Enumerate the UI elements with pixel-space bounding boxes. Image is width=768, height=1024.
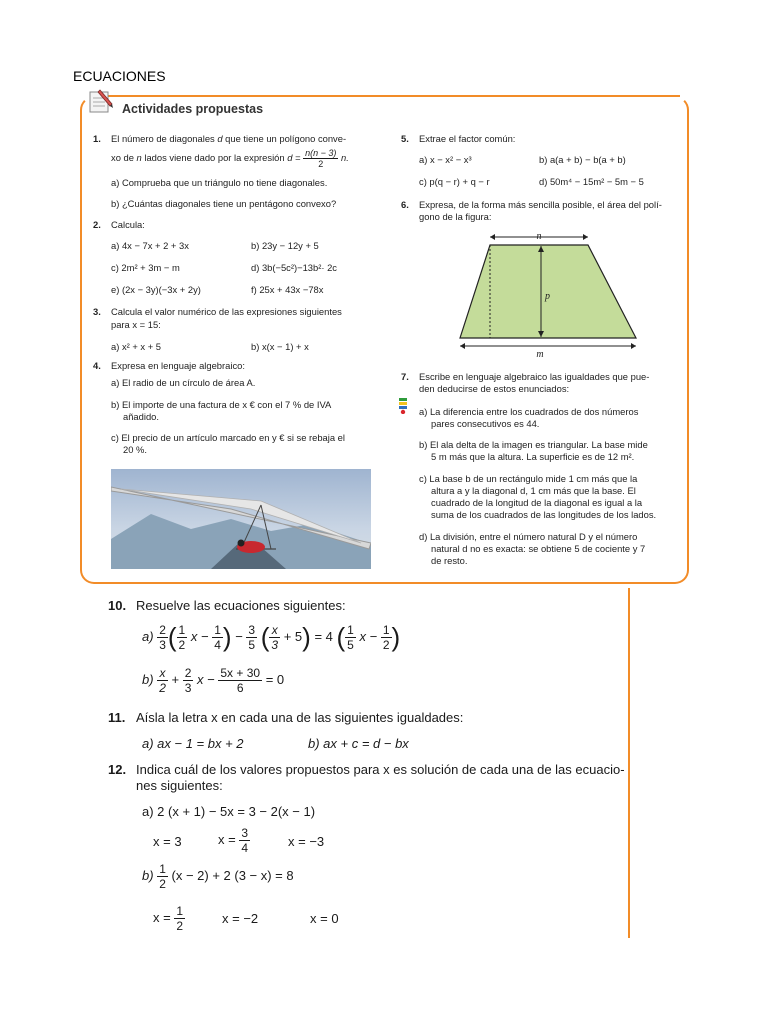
q12-b-value-2: x = −2: [222, 911, 259, 926]
q10-equation-a: a) $\frac{2}{3}$ ( $\frac{1}{2}$ x − $\frac{1}{4}$ ) − $\frac{3}{5}$ ( $\frac{x}{3}$ + 5) = 4 ( $\frac{1}{5}$ x − $\frac{1}{2}$ ): [142, 622, 401, 652]
question-12-text-line2: nes siguientes:: [136, 778, 223, 793]
question-1-text: [111, 133, 378, 146]
q10-a-x2: x −: [359, 628, 378, 644]
q3-item-a: a) x² + x + 5: [111, 341, 162, 352]
label-n: n: [536, 231, 542, 242]
q7-item-a-line2: pares consecutivos es 44.: [431, 418, 540, 429]
q10-a-frac5-num: x: [269, 623, 280, 638]
q5-item-c: c) p(q − r) + q − r: [419, 176, 490, 187]
question-2-number: 2.: [93, 219, 101, 230]
question-2-text: Calcula:: [111, 219, 145, 230]
hang-glider-illustration: [111, 469, 371, 569]
question-6-text-line1: Expresa, de la forma más sencilla posible, el área del polí-: [419, 199, 662, 210]
label-m: m: [536, 349, 544, 360]
q10-a-frac5: [269, 623, 280, 652]
q1-formula-numerator: n(n − 3): [305, 148, 337, 158]
q10-a-frac2: [177, 623, 188, 652]
q1-item-a: a) Comprueba que un triángulo no tiene diagonales.: [111, 177, 328, 188]
q12-b-frac: [157, 862, 168, 891]
q12-b-value-1-frac: [174, 904, 185, 933]
question-11-text: Aísla la letra x en cada una de las siguientes igualdades:: [136, 710, 464, 725]
q10-a-frac4-den: 5: [248, 638, 256, 652]
q12-b-label: b): [142, 867, 154, 883]
color-bars-icon: [398, 398, 410, 414]
q4-item-b-line1: b) El importe de una factura de x € con el 7 % de IVA: [111, 399, 332, 410]
question-5-number: 5.: [401, 133, 409, 144]
q10-a-minus: −: [235, 628, 243, 644]
q1-text-a: El número de diagonales: [111, 133, 215, 144]
q4-item-c-line1: c) El precio de un artículo marcado en y € si se rebaja el: [111, 432, 345, 443]
q2-item-d: d) 3b(−5c²)−13b²· 2c: [251, 262, 337, 273]
q10-a-x1: x −: [190, 628, 209, 644]
question-12-text-line1: Indica cuál de los valores propuestos para x es solución de cada una de las ecuacio-: [136, 762, 625, 777]
document-title: ECUACIONES: [73, 68, 166, 84]
q4-item-a: a) El radio de un círculo de área A.: [111, 377, 256, 388]
q7-item-d-line3: de resto.: [431, 555, 468, 566]
q12-a-value-1: x = 3: [153, 834, 182, 849]
question-6-number: 6.: [401, 199, 409, 210]
q12-b-value-1-num: 1: [176, 904, 184, 918]
q12-a-value-2-frac: [239, 826, 250, 855]
q2-item-e: e) (2x − 3y)(−3x + 2y): [111, 284, 201, 295]
q7-item-c-line2: altura a y la diagonal d, 1 cm más que la base. El: [431, 485, 636, 496]
q10-a-frac3-den: 4: [214, 638, 221, 652]
hang-glider-photo: [111, 469, 371, 569]
question-1: [93, 133, 378, 213]
q12-equation-b: [142, 862, 294, 891]
q7-item-d-line2: natural d no es exacta: se obtiene 5 de cociente y 7: [431, 543, 646, 554]
q10-a-frac1: [157, 623, 168, 652]
question-5-text: Extrae el factor común:: [419, 133, 516, 144]
question-7-text-line1: Escribe en lenguaje algebraico las igualdades que pue-: [419, 371, 650, 382]
q10-b-frac1: [157, 666, 168, 695]
q10-b-frac2: [183, 666, 194, 695]
q12-a-value-2-den: 4: [241, 841, 249, 855]
q1-text-e: lados viene dado por la expresión: [144, 151, 285, 163]
q12-b-equation: (x − 2) + 2 (3 − x) = 8: [171, 867, 294, 883]
q1-formula-denominator: 2: [318, 159, 324, 169]
bottom-arrow-left: [460, 343, 465, 349]
trapezoid-figure: [440, 228, 650, 360]
bottom-arrow-right: [631, 343, 636, 349]
q4-item-c-line2: 20 %.: [123, 444, 147, 455]
activities-heading: Actividades propuestas: [122, 102, 264, 116]
q2-item-c: c) 2m² + 3m − m: [111, 262, 180, 273]
q10-a-label: a): [142, 628, 154, 644]
q10-b-frac1-num: x: [157, 666, 168, 681]
question-10-text: Resuelve las ecuaciones siguientes:: [136, 598, 346, 613]
question-7-number: 7.: [401, 371, 409, 382]
top-arrow-left: [490, 234, 495, 240]
question-3-text-line1: Calcula el valor numérico de las expresiones siguientes: [111, 306, 342, 317]
q7-item-d-line1: d) La división, entre el número natural D y el número: [419, 531, 638, 542]
q7-item-c-line3: cuadrado de la longitud de la diagonal es igual a la: [431, 497, 643, 508]
q10-a-frac2-den: 2: [178, 638, 186, 652]
q10-a-frac6: [345, 623, 356, 652]
q10-b-frac1-den: 2: [159, 681, 166, 695]
q10-a-frac7: [381, 623, 392, 652]
q7-item-c-line1: c) La base b de un rectángulo mide 1 cm más que la: [419, 473, 638, 484]
question-12-number: 12.: [108, 762, 127, 777]
q12-b-value-1-lhs: x =: [153, 909, 171, 925]
q10-b-frac2-num: 2: [184, 666, 192, 680]
q5-item-b: b) a(a + b) − b(a + b): [539, 154, 626, 165]
q1-formula-fraction: [303, 148, 338, 169]
q4-item-b-line2: añadido.: [123, 411, 159, 422]
q12-b-frac-num: 1: [159, 862, 166, 876]
q2-item-b: b) 23y − 12y + 5: [251, 240, 319, 251]
q11-item-b: b) ax + c = d − bx: [308, 736, 409, 751]
question-1-number: 1.: [93, 133, 101, 144]
q1-text-b: que tiene un polígono conve-: [225, 133, 347, 144]
q1-text-n: n: [136, 151, 142, 163]
q10-a-frac7-den: 2: [382, 638, 390, 652]
label-p: p: [545, 291, 550, 302]
question-5: [401, 133, 681, 193]
q12-b-value-3: x = 0: [310, 911, 339, 926]
activities-frame-top-line: [108, 95, 680, 97]
question-10-number: 10.: [108, 598, 127, 613]
q10-b-plus: +: [171, 671, 180, 687]
question-4-number: 4.: [93, 360, 101, 371]
q10-a-plus5: + 5: [283, 628, 303, 644]
q12-equation-a: a) 2 (x + 1) − 5x = 3 − 2(x − 1): [142, 804, 316, 819]
q10-b-frac3-den: 6: [236, 681, 244, 695]
q1-item-b: b) ¿Cuántas diagonales tiene un pentágono convexo?: [111, 198, 337, 209]
question-4: [93, 360, 378, 470]
q10-a-frac7-num: 1: [382, 623, 390, 637]
q10-b-x: x −: [197, 671, 215, 687]
q10-b-label: b): [142, 671, 154, 687]
q10-a-frac4-num: 3: [248, 623, 256, 637]
q12-a-value-3: x = −3: [288, 834, 325, 849]
left-column: [93, 133, 378, 463]
q2-item-f: f) 25x + 43x −78x: [251, 284, 324, 295]
q1-text-c: xo de: [111, 151, 134, 163]
q10-a-frac6-num: 1: [347, 623, 354, 637]
q10-a-frac4: [246, 623, 257, 652]
q10-a-frac1-den: 3: [159, 638, 166, 652]
question-7-text-line2: den deducirse de estos enunciados:: [419, 383, 570, 394]
q7-item-a-line1: a) La diferencia entre los cuadrados de dos números: [419, 406, 639, 417]
q3-item-b: b) x(x − 1) + x: [251, 341, 309, 352]
q1-formula-tail: n.: [340, 151, 349, 163]
q5-item-a: a) x − x² − x³: [419, 154, 472, 165]
q7-item-b-line2: 5 m más que la altura. La superficie es de 12 m².: [431, 451, 635, 462]
q5-item-d: d) 50m⁴ − 15m² − 5m − 5: [539, 176, 644, 187]
q10-equation-b: [142, 666, 284, 695]
q1-text-d: d: [217, 133, 223, 144]
q2-item-a: a) 4x − 7x + 2 + 3x: [111, 240, 189, 251]
q10-b-frac2-den: 3: [184, 681, 192, 695]
q10-b-frac3-num: 5x + 30: [220, 666, 261, 680]
question-3: [93, 306, 378, 356]
question-3-text-line2: para x = 15:: [111, 319, 161, 330]
pencil-notebook-icon: [86, 86, 116, 116]
bottom-section-orange-line: [628, 588, 630, 938]
q10-a-frac3: [212, 623, 223, 652]
q11-item-a: a) ax − 1 = bx + 2: [142, 736, 244, 751]
q12-b-frac-den: 2: [159, 877, 166, 891]
q12-a-value-2: [218, 826, 250, 855]
q10-b-eq: = 0: [265, 671, 285, 687]
question-1-text-line2: [111, 148, 378, 169]
q7-item-c-line4: suma de los cuadrados de las longitudes de los lados.: [431, 509, 657, 520]
q10-a-frac2-num: 1: [178, 623, 186, 637]
q12-b-value-1-den: 2: [176, 919, 184, 933]
q10-a-frac6-den: 5: [347, 638, 354, 652]
question-11-number: 11.: [108, 710, 126, 725]
q7-item-b-line1: b) El ala delta de la imagen es triangular. La base mide: [419, 439, 648, 450]
q12-a-value-2-lhs: x =: [218, 831, 236, 847]
question-3-number: 3.: [93, 306, 101, 317]
question-4-text: Expresa en lenguaje algebraico:: [111, 360, 245, 371]
question-2: [93, 219, 378, 299]
q10-a-frac3-num: 1: [214, 623, 221, 637]
q10-b-frac3: [218, 666, 262, 695]
question-6-text-line2: gono de la figura:: [419, 211, 492, 222]
q12-a-value-2-num: 3: [241, 826, 249, 840]
q10-a-frac1-num: 2: [159, 623, 166, 637]
question-7: [401, 371, 681, 571]
q1-formula-lhs: d =: [287, 151, 301, 163]
q10-a-frac5-den: 3: [271, 638, 279, 652]
q10-a-eq4: = 4: [314, 628, 333, 644]
top-arrow-right: [583, 234, 588, 240]
q12-b-value-1: [153, 904, 185, 933]
